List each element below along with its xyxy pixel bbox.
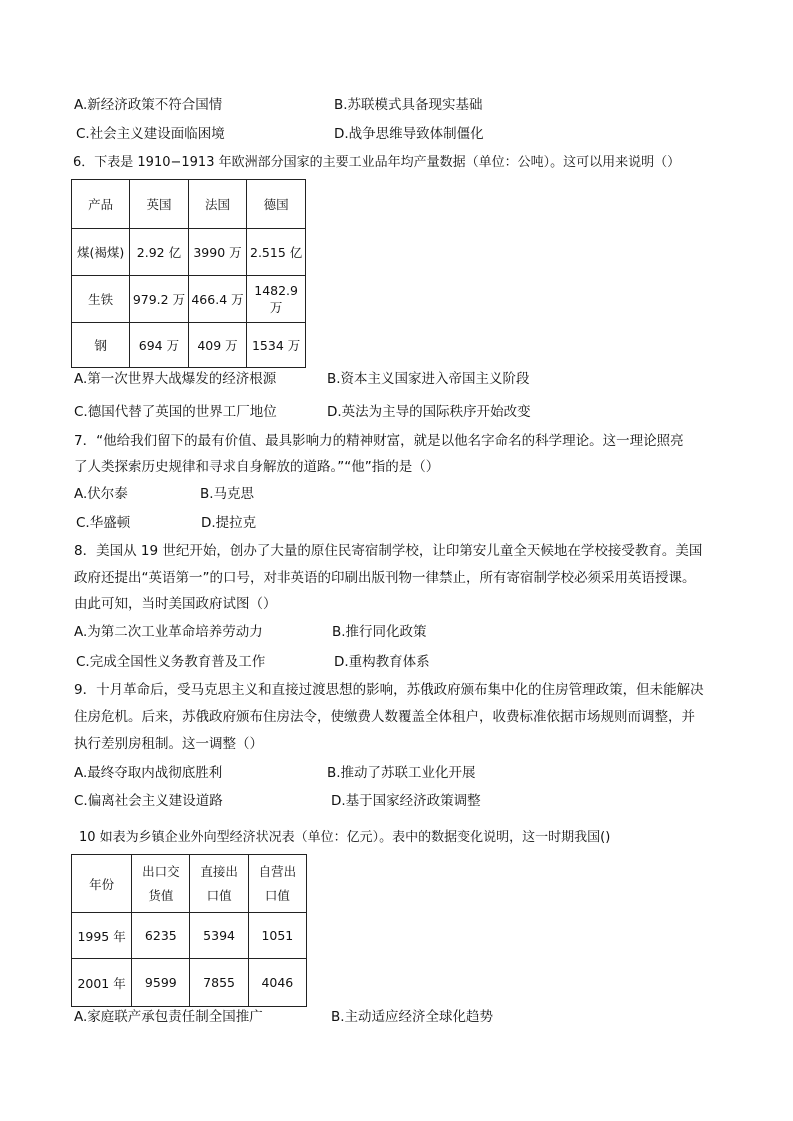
- table-cell: 1995 年: [72, 913, 132, 959]
- q8-option-a: A.为第二次工业革命培养劳动力: [74, 624, 263, 640]
- q6-table-header: 英国: [130, 180, 189, 229]
- table-cell: 6235: [132, 913, 190, 959]
- table-row: [72, 276, 306, 323]
- table-cell: 9599: [132, 959, 190, 1007]
- q9-option-b: B.推动了苏联工业化开展: [327, 765, 476, 781]
- q5-option-c: C.社会主义建设面临困境: [76, 126, 225, 142]
- q8-stem-line: 政府还提出“英语第一”的口号，对非英语的印刷出版刊物一律禁止，所有寄宿制学校必须采用英语授课。: [74, 570, 696, 586]
- q6-table-header: 产品: [72, 180, 130, 229]
- table-row: [72, 913, 307, 959]
- q5-option-d: D.战争思维导致体制僵化: [334, 126, 484, 142]
- table-cell: 煤(褐煤): [72, 229, 130, 276]
- q10-table-header: 自营出 口值: [248, 855, 306, 913]
- table-cell: 7855: [190, 959, 248, 1007]
- q6-table-header: 德国: [247, 180, 306, 229]
- q10-table-header: 出口交 货值: [132, 855, 190, 913]
- table-cell: 2.515 亿: [247, 229, 306, 276]
- q6-option-b: B.资本主义国家进入帝国主义阶段: [327, 371, 530, 387]
- q5-option-a: A.新经济政策不符合国情: [74, 97, 223, 113]
- q9-stem-line: 9．十月革命后，受马克思主义和直接过渡思想的影响，苏俄政府颁布集中化的住房管理政策，但未能解决: [74, 682, 704, 698]
- q8-option-c: C.完成全国性义务教育普及工作: [76, 654, 266, 670]
- q10-table-header: 年份: [72, 855, 132, 913]
- q6-stem: 6．下表是 1910−1913 年欧洲部分国家的主要工业品年均产量数据（单位：公吨）。这可以用来说明（）: [73, 155, 681, 170]
- table-row: [72, 959, 307, 1007]
- table-cell: 5394: [190, 913, 248, 959]
- q6-table-header: 法国: [188, 180, 247, 229]
- q8-stem-line: 由此可知，当时美国政府试图（）: [74, 596, 277, 612]
- q6-option-a: A.第一次世界大战爆发的经济根源: [74, 371, 277, 387]
- q10-option-a: A.家庭联产承包责任制全国推广: [74, 1009, 263, 1025]
- q8-option-d: D.重构教育体系: [334, 654, 430, 670]
- q10-stem: 10 如表为乡镇企业外向型经济状况表（单位：亿元）。表中的数据变化说明，这一时期我国(): [79, 830, 611, 845]
- q10-table-header: 直接出 口值: [190, 855, 248, 913]
- q6-production-table: [71, 179, 306, 368]
- table-row: [72, 323, 306, 368]
- table-cell: 2.92 亿: [130, 229, 189, 276]
- q7-option-a: A.伏尔泰: [74, 486, 128, 502]
- table-cell: 生铁: [72, 276, 130, 323]
- q9-stem-line: 住房危机。后来，苏俄政府颁布住房法令，使缴费人数覆盖全体租户，收费标准依据市场规则而调整，并: [74, 709, 695, 725]
- q10-export-table: [71, 854, 307, 1007]
- q7-option-b: B.马克思: [200, 486, 255, 502]
- table-cell: 3990 万: [188, 229, 247, 276]
- q6-option-c: C.德国代替了英国的世界工厂地位: [74, 404, 277, 420]
- table-cell: 4046: [248, 959, 306, 1007]
- q7-option-c: C.华盛顿: [76, 515, 131, 531]
- table-cell: 466.4 万: [188, 276, 247, 323]
- q9-option-c: C.偏离社会主义建设道路: [74, 793, 223, 809]
- q7-stem-line: 7．“他给我们留下的最有价值、最具影响力的精神财富，就是以他名字命名的科学理论。这一理论照亮: [74, 433, 684, 449]
- q10-option-b: B.主动适应经济全球化趋势: [331, 1009, 494, 1025]
- q9-option-d: D.基于国家经济政策调整: [331, 793, 481, 809]
- table-cell: 979.2 万: [130, 276, 189, 323]
- q8-option-b: B.推行同化政策: [332, 624, 427, 640]
- table-cell: 409 万: [188, 323, 247, 368]
- q7-stem-line: 了人类探索历史规律和寻求自身解放的道路。”“他”指的是（）: [74, 459, 440, 475]
- table-cell: 1534 万: [247, 323, 306, 368]
- table-row: [72, 229, 306, 276]
- q6-option-d: D.英法为主导的国际秩序开始改变: [327, 404, 531, 420]
- q9-stem-line: 执行差别房租制。这一调整（）: [74, 736, 263, 752]
- table-cell: 钢: [72, 323, 130, 368]
- q7-option-d: D.提拉克: [201, 515, 257, 531]
- table-cell: 1051: [248, 913, 306, 959]
- table-cell: 694 万: [130, 323, 189, 368]
- q9-option-a: A.最终夺取内战彻底胜利: [74, 765, 223, 781]
- q8-stem-line: 8．美国从 19 世纪开始，创办了大量的原住民寄宿制学校，让印第安儿童全天候地在学校接受教育。美国: [74, 543, 703, 559]
- table-cell: 2001 年: [72, 959, 132, 1007]
- table-cell: 1482.9 万: [247, 276, 306, 323]
- q5-option-b: B.苏联模式具备现实基础: [334, 97, 483, 113]
